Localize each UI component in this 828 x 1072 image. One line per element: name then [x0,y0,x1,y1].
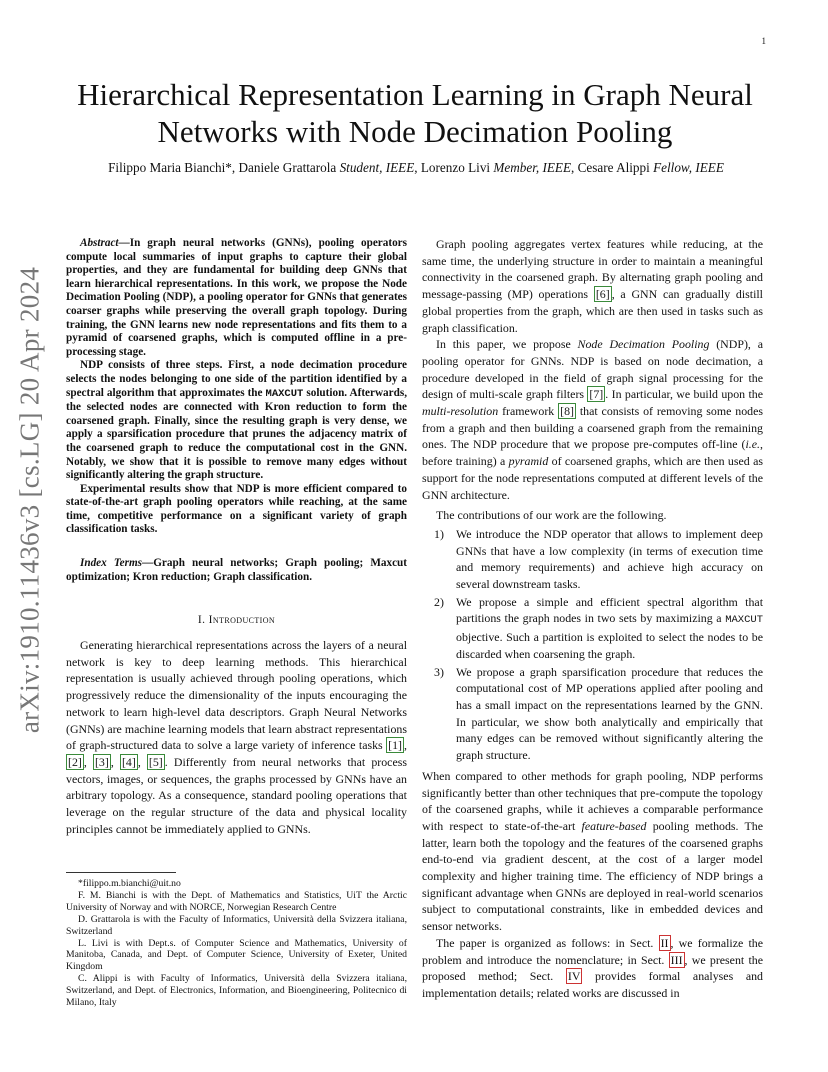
author-grattarola-role: Student, IEEE [339,160,415,175]
footnote-divider [66,872,176,873]
author-alippi: , Cesare Alippi [571,160,650,175]
contributions-list [422,526,763,764]
maxcut-term: MAXCUT [265,387,304,400]
paper-title: Hierarchical Representation Learning in Graph Neural Networks with Node Decimation Pooling [77,77,753,149]
arxiv-identifier: arXiv:1910.11436v3 [cs.LG] 20 Apr 2024 [14,266,45,734]
citation-4[interactable]: [4] [121,754,136,769]
index-terms: Index Terms—Graph neural networks; Graph pooling; Maxcut optimization; Kron reduction; Graph classification. [66,557,407,583]
author-line [56,160,776,176]
author-alippi-role: Fellow, IEEE [653,160,724,175]
abstract-p3: Experimental results show that NDP is more efficient compared to state-of-the-art graph pooling operators while reaching, at the same time, competitive performance on a significant variety of graph classification tasks. [66,482,407,536]
abstract [66,237,407,537]
xref-section-2[interactable]: II [660,935,669,950]
author-livi: , Lorenzo Livi [414,160,491,175]
right-p3: The contributions of our work are the following. [436,508,667,523]
author-livi-role: Member, IEEE [493,160,572,175]
citation-5[interactable]: [5] [148,754,163,769]
xref-section-4[interactable]: IV [567,969,581,984]
list-item: 3) We propose a graph sparsification procedure that reduces the computational cost of MP operations applied after pooling and has a small impact on the representations learned by the GNN. In particular, we show both analytically and empirically that many edges can be removed without significantly altering the graph structure. [434,664,763,763]
footnote-grattarola: D. Grattarola is with the Faculty of Informatics, Università della Svizzera italiana, Switzerland [66,913,407,937]
citation-6[interactable]: [6] [595,287,610,302]
page-number: 1 [761,36,766,46]
section-heading-introduction: I. Introduction [197,614,276,626]
xref-section-3[interactable]: III [670,952,683,967]
right-p1: Graph pooling aggregates vertex features while reducing, at the same time, the underlying structure in order to maintain a meaningful connectivity in the coarsened graph. By alternating graph pooling and message-passing (MP) operations [6] , a GNN can gradually distill global properties from the graph, which are then used in tasks such as graph classification. [422,237,763,335]
list-item: 1) We introduce the NDP operator that allows to implement deep GNNs that have a low complexity (in terms of execution time and memory requirements) and achieve high accuracy on several downstream tasks. [434,526,763,592]
footnote-livi: L. Livi is with Dept.s. of Computer Science and Mathematics, University of Manitoba, Canada, and Dept. of Computer Science, University of Exeter, United Kingdom [66,937,407,973]
citation-7[interactable]: [7] [589,387,604,402]
right-column [422,236,763,1002]
footnotes [66,878,407,1009]
abstract-p2: NDP consists of three steps. First, a node decimation procedure selects the nodes belonging to one side of the partition identified by a spectral algorithm that approximates the MAXCUT solution. Afterwards, the selected nodes are connected with Kron reduction to form the coarsened graph. Finally, since the resulting graph is very dense, we apply a sparsification procedure that prunes the adjacency matrix of the coarsened graph to reduce the computational cost in the GNN. Notably, we show that it is possible to remove many edges without significantly altering the graph structure. [66,359,407,482]
citation-8[interactable]: [8] [560,404,574,419]
abstract-label: Abstract [80,237,119,249]
introduction-body [66,637,407,837]
right-p5: The paper is organized as follows: in Sect. II , we formalize the problem and introduce the nomenclature; in Sect. III , we present the proposed method; Sect. IV provides formal analyses and implementation details; related works are discussed in [422,935,763,1000]
footnote-alippi: C. Alippi is with Faculty of Informatics, Università della Svizzera italiana, Switzerland, and Dept. of Electronics, Information, and Bioengineering, Politecnico di Milano, Italy [66,973,407,1009]
right-p4: When compared to other methods for graph pooling, NDP performs significantly better than other techniques that pre-compute the topology of the coarsened graphs, while it achieves a comparable performance with respect to state-of-the-art feature-based pooling methods. The latter, learn both the topology and the features of the coarsened graphs end-to-end via gradient descent, at the cost of a larger model complexity and higher training time. The efficiency of NDP brings a significant advantage when GNNs are deployed in real-world scenarios subject to computational constraints, like in embedded devices and sensor networks. [422,768,763,934]
intro-p1: Generating hierarchical representations across the layers of a neural network is key to deep learning methods. This hierarchical representation is usually achieved through pooling operations, which progressively reduce the dimensionality of the inputs encouraging the network to learn high-level data descriptors. Graph Neural Networks (GNNs) are machine learning models that learn abstract representations of graph-structured data to solve a large variety of inference tasks [1] , [2] , [3] , [4] , [5] . Differently from neural networks that process vectors, images, or sequences, the graphs processed by GNNs have an arbitrary topology. As a consequence, standard pooling operations that leverage on the regular structure of the data and physical locality principles cannot be immediately applied to GNNs. [66,638,407,836]
citation-2[interactable]: [2] [68,754,82,769]
author-bianchi: Filippo Maria Bianchi*, [108,160,236,175]
abstract-p1: Abstract—In graph neural networks (GNNs), pooling operators compute local summaries of input graphs to capture their global properties, and they are fundamental for building deep GNNs that learn hierarchical representations. In this work, we propose the Node Decimation Pooling (NDP), a pooling operator for GNNs that generates coarser graphs while preserving the overall graph topology. During training, the GNN learns new node representations and fits them to a pyramid of coarsened graphs, which is computed offline in a pre-processing stage. [66,237,407,358]
maxcut-term: MAXCUT [725,614,763,627]
author-grattarola: Daniele Grattarola [238,160,337,175]
list-item: 2) We propose a simple and efficient spectral algorithm that partitions the graph nodes in two sets by maximizing a MAXCUT objective. Such a partition is exploited to select the nodes to be discarded when coarsening the graph. [434,594,763,661]
citation-1[interactable]: [1] [388,738,402,753]
footnote-email: *filippo.m.bianchi@uit.no [78,878,181,889]
footnote-bianchi: F. M. Bianchi is with the Dept. of Mathematics and Statistics, UiT the Arctic University of Norway and with NORCE, Norwegian Research Centre [66,889,407,913]
arxiv-sidebar [12,266,48,734]
right-p2: In this paper, we propose Node Decimation Pooling (NDP), a pooling operator for GNNs. NDP is based on node decimation, a procedure developed in the field of graph signal processing for the design of multi-scale graph filters [7] . In particular, we build upon the multi-resolution framework [8] that consists of removing some nodes from a graph and then building a coarsened graph from the remaining ones. The NDP procedure that we propose pre-computes off-line (i.e., before training) a pyramid of coarsened graphs, which are then used as support for the node representations computed at different levels of the GNN architecture. [422,337,763,502]
citation-3[interactable]: [3] [94,754,109,769]
index-terms-label: Index Terms [80,557,143,569]
